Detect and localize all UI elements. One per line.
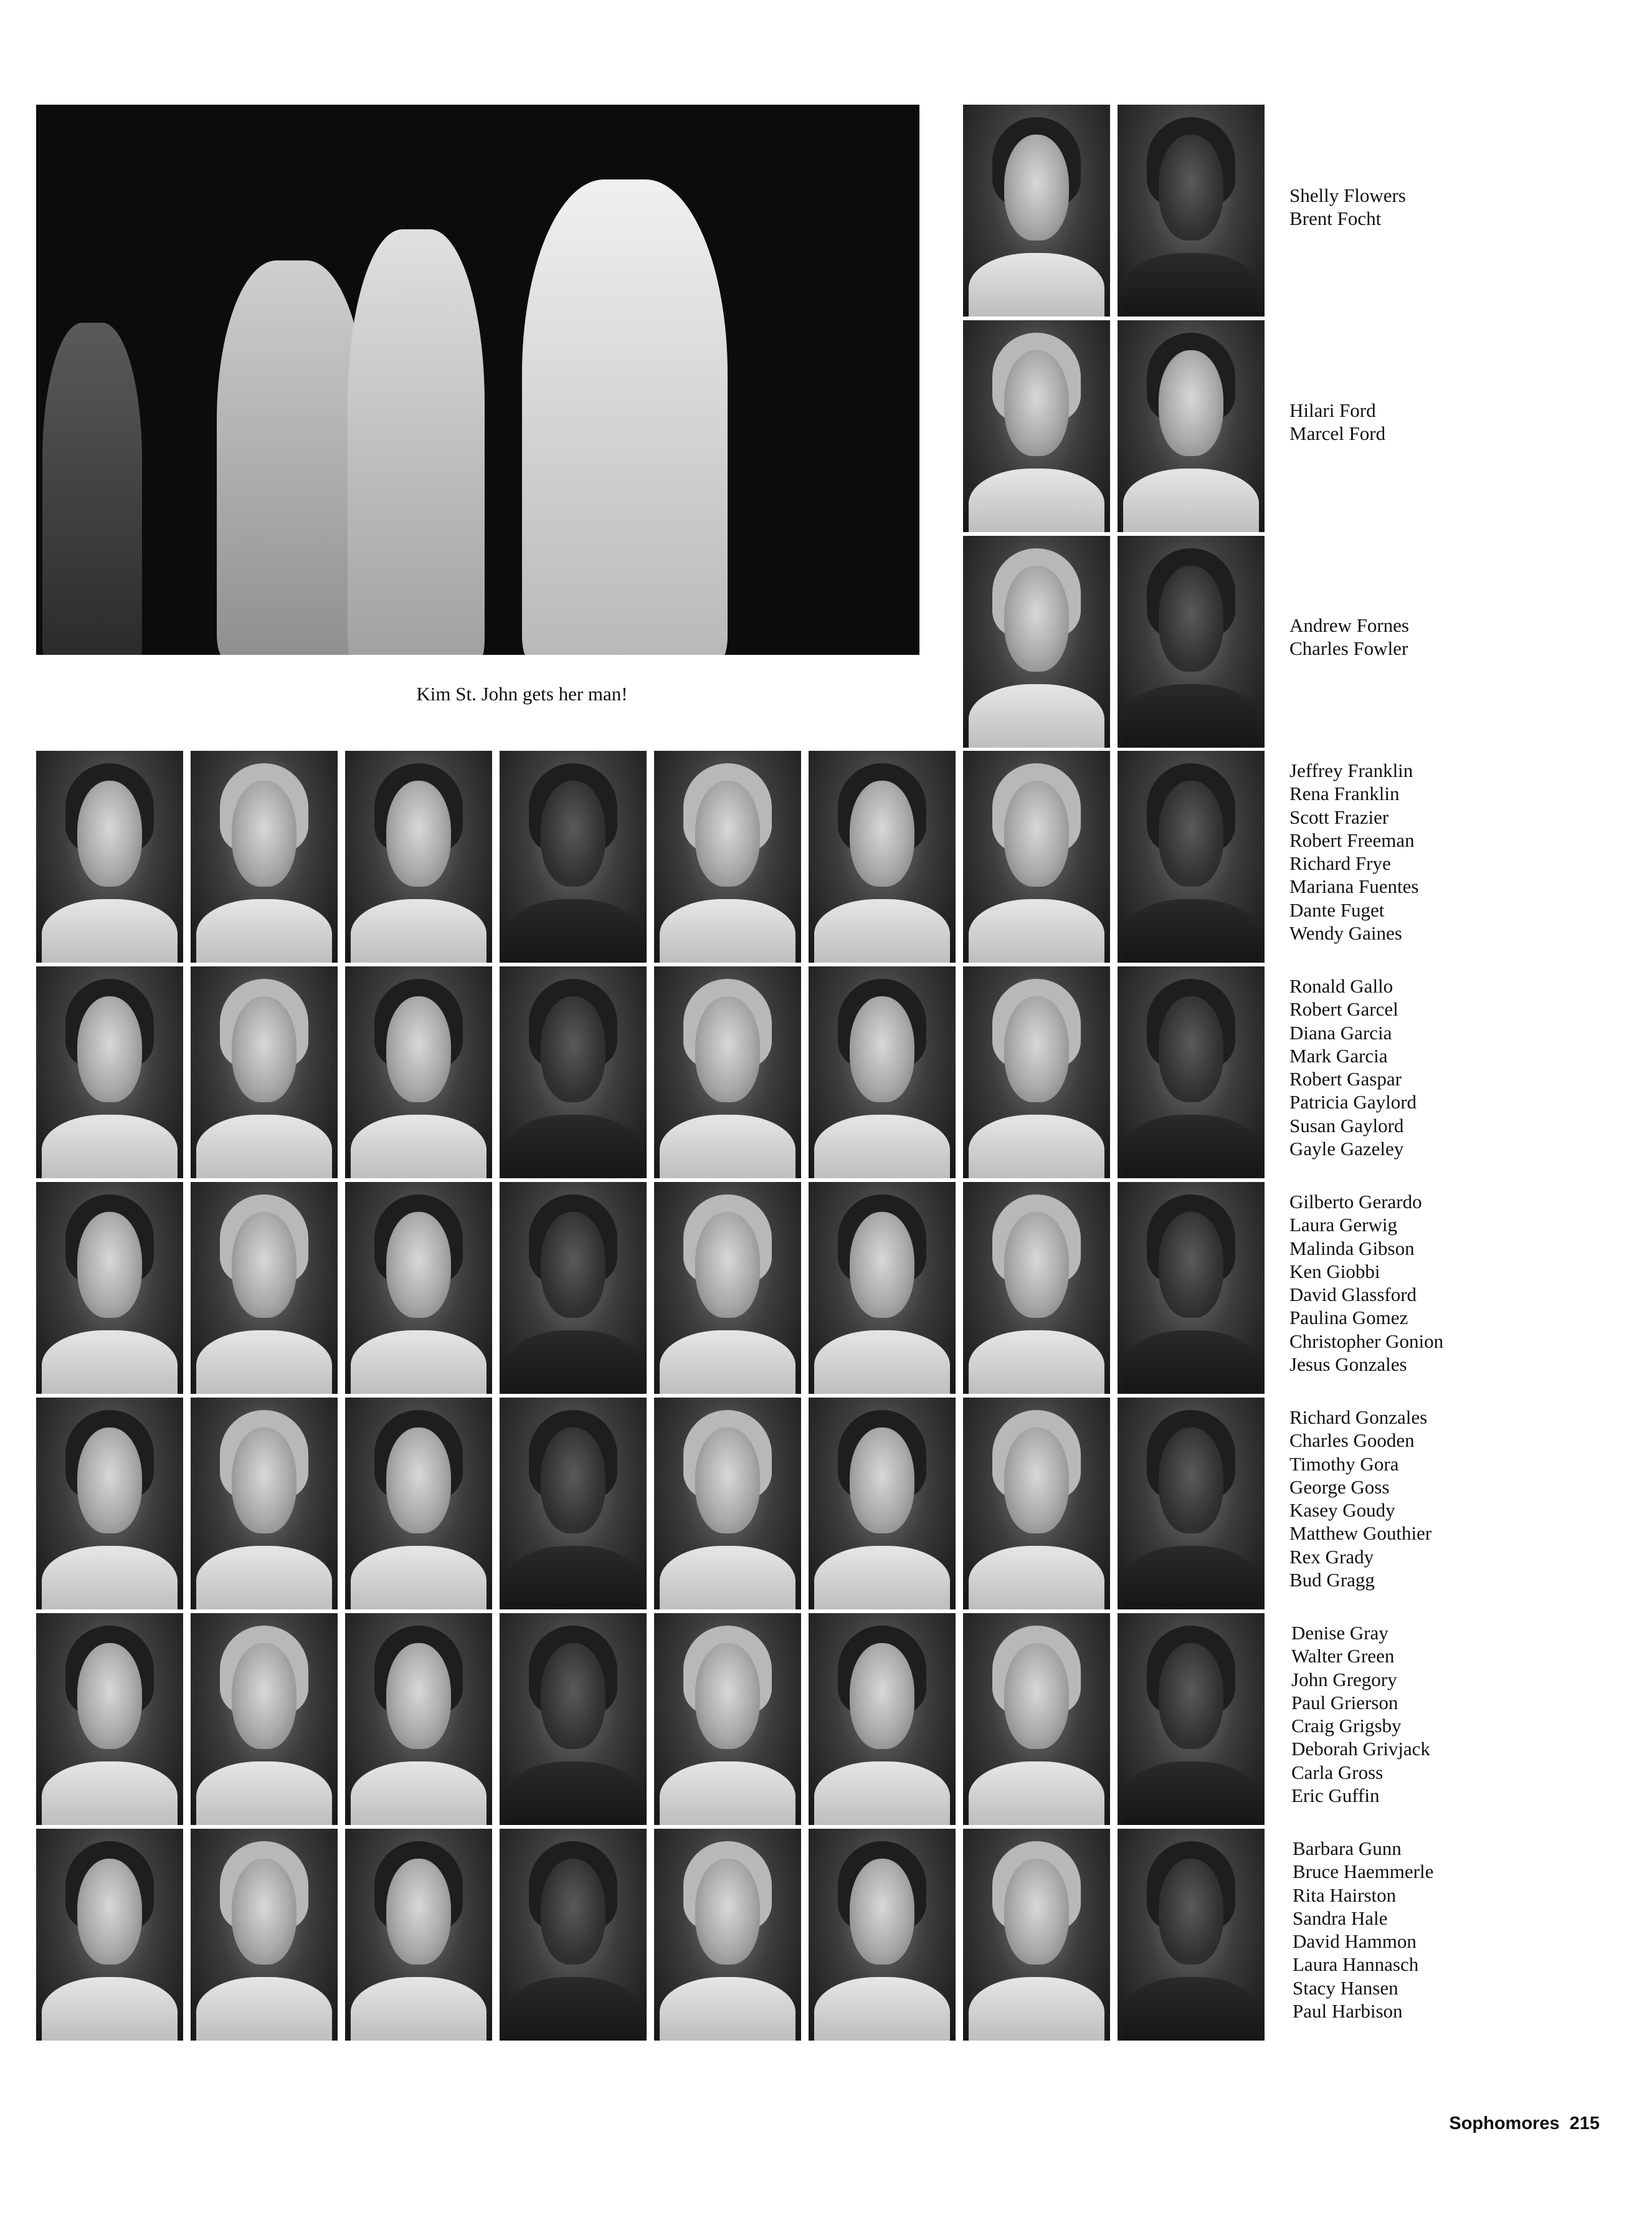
portrait-shoulders	[1123, 1330, 1258, 1394]
portrait-shoulders	[969, 684, 1104, 748]
student-portrait	[345, 1398, 492, 1609]
portrait-head	[1159, 1859, 1223, 1965]
student-portrait	[963, 966, 1110, 1178]
portrait-shoulders	[814, 899, 949, 963]
student-portrait	[36, 1398, 183, 1609]
background-figure	[42, 323, 142, 655]
portrait-shoulders	[505, 1546, 640, 1609]
name-list	[1289, 1190, 1443, 1376]
student-name: Laura Gerwig	[1289, 1214, 1397, 1236]
portrait-head	[77, 1859, 142, 1965]
student-portrait	[809, 966, 956, 1178]
portrait-shoulders	[814, 1977, 949, 2041]
student-name: Paul Harbison	[1293, 2000, 1403, 2023]
student-name: Christopher Gonion	[1289, 1330, 1444, 1352]
portrait-head	[1159, 1212, 1223, 1318]
student-portrait	[345, 966, 492, 1178]
student-name: Ronald Gallo	[1289, 975, 1393, 997]
student-name: Bud Gragg	[1289, 1569, 1375, 1591]
portrait-shoulders	[351, 1546, 486, 1609]
student-portrait	[1118, 1829, 1265, 2041]
student-portrait	[963, 105, 1110, 317]
student-name: Timothy Gora	[1289, 1452, 1399, 1475]
student-name: Gayle Gazeley	[1289, 1138, 1404, 1160]
student-portrait	[500, 1398, 647, 1609]
portrait-head	[541, 781, 605, 887]
portrait-head	[541, 996, 605, 1102]
portrait-head	[232, 1643, 297, 1749]
student-name: Shelly Flowers	[1289, 184, 1406, 206]
student-name: Scott Frazier	[1289, 806, 1389, 828]
portrait-shoulders	[42, 899, 177, 963]
student-name: Malinda Gibson	[1289, 1237, 1415, 1259]
student-portrait	[36, 966, 183, 1178]
portrait-head	[77, 1643, 142, 1749]
portrait-head	[386, 1859, 451, 1965]
student-portrait	[36, 1182, 183, 1394]
portrait-shoulders	[196, 1115, 331, 1178]
feature-photo	[36, 105, 919, 655]
portrait-shoulders	[660, 899, 795, 963]
student-name: Ken Giobbi	[1289, 1260, 1380, 1282]
portrait-shoulders	[1123, 1761, 1258, 1825]
student-portrait	[809, 1613, 956, 1825]
student-name: David Hammon	[1293, 1930, 1417, 1953]
student-name: Rita Hairston	[1293, 1884, 1397, 1906]
portrait-shoulders	[505, 1761, 640, 1825]
portrait-shoulders	[969, 1977, 1104, 2041]
student-portrait	[1118, 1398, 1265, 1609]
portrait-shoulders	[196, 1761, 331, 1825]
student-portrait	[1118, 105, 1265, 317]
portrait-shoulders	[660, 1977, 795, 2041]
student-name: Andrew Fornes	[1289, 614, 1409, 636]
student-portrait	[654, 1829, 801, 2041]
portrait-shoulders	[969, 1330, 1104, 1394]
portrait-head	[850, 1212, 914, 1318]
portrait-head	[695, 1643, 760, 1749]
portrait-shoulders	[351, 1115, 486, 1178]
student-portrait	[500, 1829, 647, 2041]
portrait-head	[541, 1859, 605, 1965]
student-name: Charles Fowler	[1289, 637, 1408, 660]
portrait-shoulders	[660, 1115, 795, 1178]
portrait-shoulders	[505, 1115, 640, 1178]
portrait-shoulders	[969, 253, 1104, 317]
portrait-shoulders	[660, 1761, 795, 1825]
portrait-shoulders	[351, 1330, 486, 1394]
student-portrait	[809, 1829, 956, 2041]
student-portrait	[963, 1398, 1110, 1609]
portrait-head	[1159, 1427, 1223, 1533]
student-portrait	[36, 1613, 183, 1825]
name-list	[1289, 759, 1418, 945]
portrait-head	[232, 1859, 297, 1965]
student-portrait	[1118, 1613, 1265, 1825]
portrait-shoulders	[505, 1330, 640, 1394]
student-portrait	[1118, 966, 1265, 1178]
portrait-head	[1004, 781, 1069, 887]
portrait-head	[77, 781, 142, 887]
student-name: Diana Garcia	[1289, 1021, 1392, 1044]
name-list	[1289, 184, 1406, 231]
portrait-head	[850, 781, 914, 887]
portrait-shoulders	[196, 899, 331, 963]
student-name: Kasey Goudy	[1289, 1499, 1395, 1522]
student-name: Gilberto Gerardo	[1289, 1191, 1422, 1213]
student-portrait	[1118, 751, 1265, 963]
student-name: Eric Guffin	[1291, 1784, 1380, 1807]
student-name: Mark Garcia	[1289, 1044, 1388, 1067]
portrait-head	[541, 1212, 605, 1318]
student-name: John Gregory	[1291, 1668, 1397, 1690]
name-list	[1289, 1406, 1431, 1591]
portrait-shoulders	[1123, 469, 1258, 532]
portrait-shoulders	[660, 1330, 795, 1394]
portrait-shoulders	[351, 899, 486, 963]
student-name: Robert Freeman	[1289, 829, 1415, 851]
student-name: Richard Frye	[1289, 852, 1391, 875]
student-name: Craig Grigsby	[1291, 1715, 1402, 1737]
portrait-head	[1159, 135, 1223, 241]
student-portrait	[500, 966, 647, 1178]
student-name: Rena Franklin	[1289, 783, 1400, 805]
dancer-figure	[348, 229, 485, 655]
student-portrait	[345, 1613, 492, 1825]
portrait-shoulders	[814, 1761, 949, 1825]
portrait-shoulders	[1123, 684, 1258, 748]
portrait-shoulders	[42, 1977, 177, 2041]
portrait-head	[1004, 996, 1069, 1102]
student-name: David Glassford	[1289, 1284, 1417, 1306]
student-name: Wendy Gaines	[1289, 922, 1402, 945]
student-portrait	[1118, 1182, 1265, 1394]
section-title: Sophomores	[1449, 2113, 1560, 2133]
portrait-head	[232, 781, 297, 887]
student-name: Mariana Fuentes	[1289, 875, 1419, 898]
portrait-shoulders	[1123, 1115, 1258, 1178]
portrait-head	[1004, 566, 1069, 672]
portrait-head	[695, 1859, 760, 1965]
portrait-shoulders	[969, 899, 1104, 963]
student-name: Patricia Gaylord	[1289, 1091, 1417, 1113]
portrait-shoulders	[969, 1761, 1104, 1825]
portrait-shoulders	[351, 1977, 486, 2041]
student-name: Deborah Grivjack	[1291, 1738, 1430, 1760]
student-portrait	[345, 1829, 492, 2041]
student-name: Jeffrey Franklin	[1289, 760, 1413, 781]
portrait-head	[1159, 350, 1223, 456]
student-name: Marcel Ford	[1289, 422, 1386, 445]
portrait-shoulders	[969, 1546, 1104, 1609]
dancer-figure	[522, 179, 728, 655]
portrait-head	[695, 996, 760, 1102]
student-portrait	[500, 751, 647, 963]
portrait-head	[1004, 1427, 1069, 1533]
portrait-head	[77, 996, 142, 1102]
portrait-shoulders	[660, 1546, 795, 1609]
feature-photo-caption: Kim St. John gets her man!	[416, 683, 628, 705]
portrait-shoulders	[969, 1115, 1104, 1178]
portrait-head	[77, 1427, 142, 1533]
student-name: Robert Garcel	[1289, 998, 1398, 1021]
student-portrait	[191, 1613, 338, 1825]
portrait-head	[1159, 996, 1223, 1102]
student-portrait	[963, 320, 1110, 532]
student-portrait	[191, 1829, 338, 2041]
student-portrait	[963, 1182, 1110, 1394]
portrait-shoulders	[1123, 899, 1258, 963]
portrait-head	[77, 1212, 142, 1318]
student-name: Robert Gaspar	[1289, 1068, 1402, 1090]
student-portrait	[654, 1182, 801, 1394]
student-name: Matthew Gouthier	[1289, 1522, 1432, 1545]
student-portrait	[654, 1398, 801, 1609]
portrait-head	[232, 1212, 297, 1318]
student-name: Walter Green	[1291, 1645, 1395, 1667]
portrait-shoulders	[814, 1115, 949, 1178]
student-portrait	[500, 1613, 647, 1825]
portrait-head	[695, 1427, 760, 1533]
student-name: Barbara Gunn	[1293, 1837, 1402, 1859]
student-name: Bruce Haemmerle	[1293, 1861, 1434, 1883]
portrait-head	[541, 1427, 605, 1533]
student-portrait	[1118, 320, 1265, 532]
student-portrait	[345, 1182, 492, 1394]
portrait-shoulders	[505, 899, 640, 963]
student-name: Susan Gaylord	[1289, 1114, 1404, 1136]
student-portrait	[1118, 536, 1265, 748]
student-portrait	[654, 966, 801, 1178]
portrait-head	[1159, 1643, 1223, 1749]
portrait-head	[1004, 1859, 1069, 1965]
student-name: Brent Focht	[1289, 207, 1382, 230]
student-name: Hilari Ford	[1289, 399, 1376, 421]
student-name: George Goss	[1289, 1475, 1390, 1498]
portrait-head	[1159, 781, 1223, 887]
portrait-shoulders	[42, 1330, 177, 1394]
student-name: Charles Gooden	[1289, 1429, 1415, 1452]
portrait-shoulders	[969, 469, 1104, 532]
student-portrait	[963, 536, 1110, 748]
student-portrait	[963, 751, 1110, 963]
student-portrait	[36, 1829, 183, 2041]
portrait-head	[386, 1427, 451, 1533]
portrait-shoulders	[505, 1977, 640, 2041]
portrait-head	[386, 1643, 451, 1749]
name-list	[1289, 614, 1409, 660]
name-list	[1293, 1837, 1433, 2023]
student-portrait	[809, 751, 956, 963]
portrait-shoulders	[42, 1761, 177, 1825]
portrait-head	[1004, 1643, 1069, 1749]
page-footer	[1449, 2113, 1600, 2134]
student-name: Paul Grierson	[1291, 1691, 1398, 1713]
name-list	[1291, 1621, 1430, 1807]
student-name: Stacy Hansen	[1293, 1976, 1398, 1999]
portrait-shoulders	[1123, 1546, 1258, 1609]
name-list	[1289, 399, 1385, 446]
student-portrait	[654, 751, 801, 963]
portrait-head	[695, 781, 760, 887]
student-name: Laura Hannasch	[1293, 1953, 1419, 1976]
portrait-shoulders	[1123, 1977, 1258, 2041]
portrait-shoulders	[196, 1546, 331, 1609]
student-name: Denise Gray	[1291, 1622, 1389, 1644]
portrait-shoulders	[814, 1546, 949, 1609]
student-name: Sandra Hale	[1293, 1907, 1388, 1929]
dancer-figure	[217, 260, 366, 655]
portrait-head	[386, 996, 451, 1102]
portrait-head	[386, 781, 451, 887]
student-name: Richard Gonzales	[1289, 1406, 1428, 1428]
student-portrait	[963, 1829, 1110, 2041]
portrait-shoulders	[196, 1330, 331, 1394]
name-list	[1289, 974, 1417, 1160]
portrait-head	[386, 1212, 451, 1318]
student-name: Jesus Gonzales	[1289, 1353, 1407, 1376]
portrait-head	[850, 1427, 914, 1533]
portrait-head	[1004, 350, 1069, 456]
student-portrait	[654, 1613, 801, 1825]
student-portrait	[963, 1613, 1110, 1825]
portrait-head	[1004, 1212, 1069, 1318]
portrait-head	[1159, 566, 1223, 672]
portrait-head	[541, 1643, 605, 1749]
student-portrait	[191, 966, 338, 1178]
portrait-shoulders	[814, 1330, 949, 1394]
portrait-shoulders	[42, 1115, 177, 1178]
student-portrait	[191, 1398, 338, 1609]
student-portrait	[191, 751, 338, 963]
student-portrait	[809, 1182, 956, 1394]
student-portrait	[191, 1182, 338, 1394]
student-portrait	[500, 1182, 647, 1394]
portrait-head	[232, 996, 297, 1102]
student-portrait	[345, 751, 492, 963]
portrait-shoulders	[351, 1761, 486, 1825]
portrait-head	[232, 1427, 297, 1533]
portrait-shoulders	[42, 1546, 177, 1609]
portrait-shoulders	[1123, 253, 1258, 317]
student-portrait	[809, 1398, 956, 1609]
portrait-shoulders	[196, 1977, 331, 2041]
student-name: Carla Gross	[1291, 1761, 1384, 1783]
student-name: Paulina Gomez	[1289, 1307, 1408, 1329]
portrait-head	[850, 1643, 914, 1749]
student-portrait	[36, 751, 183, 963]
student-name: Rex Grady	[1289, 1545, 1374, 1568]
portrait-head	[850, 1859, 914, 1965]
portrait-head	[1004, 135, 1069, 241]
portrait-head	[850, 996, 914, 1102]
page-number: 215	[1569, 2113, 1600, 2133]
student-name: Dante Fuget	[1289, 898, 1385, 921]
portrait-head	[695, 1212, 760, 1318]
